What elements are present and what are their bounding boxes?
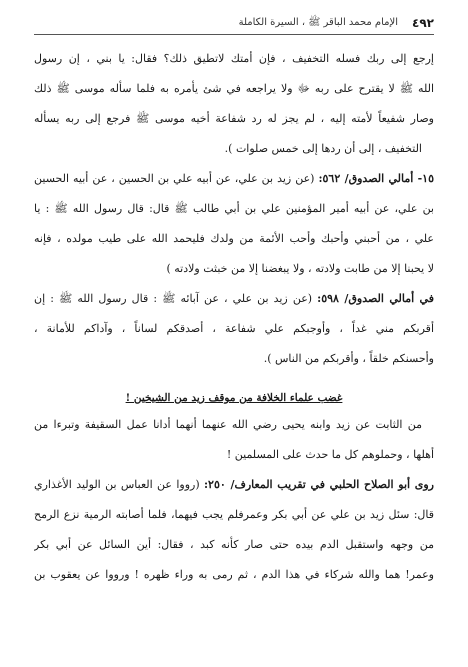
source-reference: روى أبو الصلاح الحلبي في تقريب المعارف/ ٢٥٠: [203,478,434,491]
text-span: (رووا عن العباس بن الوليد الأغذاري [34,478,204,491]
paragraph-1 [34,44,434,164]
text-line [34,470,434,500]
text-span: (عن زيد بن علي، عن أبيه علي بن الحسين ، عن أبيه الحسين [34,172,319,185]
body-text [34,44,434,590]
page-number: ٤٩٢ [412,16,434,30]
text-line [34,164,434,194]
hadith-15 [34,164,434,284]
text-line: أقربكم مني غداً ، وأوجبكم علي شفاعة ، أصدقكم لساناً ، وآداكم للأمانة ، [34,322,434,335]
text-line: إرجع إلى ربك فسله التخفيف ، فإن أمتك لاتطيق ذلك؟ فقال: يا بني ، إن رسول [34,52,434,65]
text-line: لا يحبنا إلا من طابت ولادته ، ولا يبغضنا إلا من خبثت ولادته ) [166,262,434,275]
hadith-amali-598 [34,284,434,374]
text-line: قال: سئل زيد بن علي عن أبي بكر وعمرفلم يجب فيهما، فلما أصابته الرمية نزع الرمح [34,508,434,521]
source-reference: في أمالي الصدوق/ ٥٩٨: [317,292,434,305]
paragraph-2 [34,410,434,470]
text-line: علي ، من أحبني وأحبك وأحب الأئمة من ولدك فليحمد الله على طيب مولده ، فإنه [34,232,434,245]
text-span: (عن زيد بن علي ، عن آبائه ﷺ : قال رسول الله ﷺ : إن [34,292,318,305]
text-line: الله ﷺ لا يقترح على ربه ﷻ ولا يراجعه في شئ يأمره به فلما سأله موسى ﷺ ذلك [34,82,434,95]
document-page [34,0,434,667]
paragraph-3 [34,470,434,590]
text-line: بن علي، عن أبيه أمير المؤمنين علي بن أبي طالب ﷺ قال: قال رسول الله ﷺ : يا [34,202,434,215]
running-header [34,12,434,35]
text-line: وأحسنكم خلقاً ، وأقربكم من الناس ). [263,352,434,365]
text-line: وصار شفيعاً لأمته إليه ، لم يجز له رد شفاعة أخيه موسى ﷺ فرجع إلى ربه يسأله [34,112,434,125]
source-reference: ١٥- أمالي الصدوق/ ٥٦٢: [318,172,434,185]
text-line: أهلها ، وحملوهم كل ما حدث على المسلمين ! [226,448,434,461]
text-line: التخفيف ، إلى أن ردها إلى خمس صلوات ). [224,142,422,155]
text-line: من الثابت عن زيد وابنه يحيى رضي الله عنهما أنهما أدانا عمل السقيفة وتبرءا من [34,418,422,431]
text-line: وعمر! هما والله شركاء في هذا الدم ، ثم رمى به وراء ظهره ! ورووا عن يعقوب بن [34,568,434,581]
text-line: من وجهه واستقبل الدم بيده حتى صار كأنه كبد ، فقال: أين السائل عن أبي بكر [34,538,434,551]
text-line [34,284,434,314]
section-heading: غضب علماء الخلافة من موقف زيد من الشيخين ! [125,392,343,404]
header-title: الإمام محمد الباقر ﷺ ، السيرة الكاملة [238,17,399,28]
